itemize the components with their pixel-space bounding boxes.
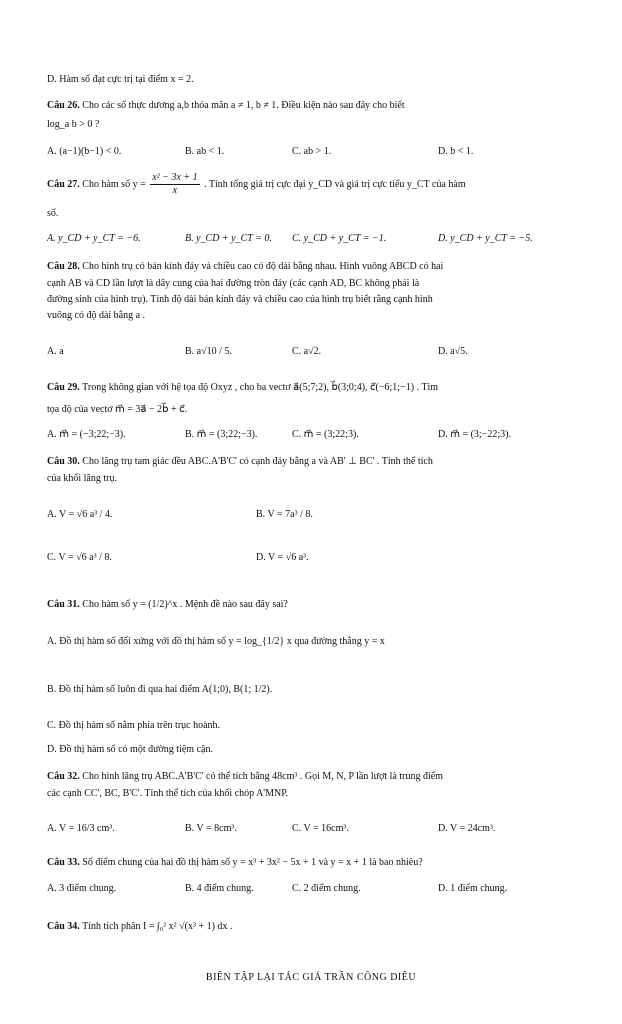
q29-option-d: D. m⃗ = (3;−22;3). [438,429,511,440]
q32-option-b: B. V = 8cm³. [185,823,237,834]
q27-option-d: D. y_CD + y_CT = −5. [438,233,533,244]
q34-text: Tính tích phân I = ∫₀² x² √(x³ + 1) dx . [82,921,233,932]
q29-option-b: B. m⃗ = (3;22;−3). [185,429,258,440]
q26-text2: log_a b > 0 ? [47,119,100,130]
q32-option-a: A. V = 16/3 cm³. [47,823,115,834]
q27-den: x [172,185,178,196]
q33-label: Câu 33. [47,857,80,868]
q27-label: Câu 27. [47,178,80,190]
q27-fraction [150,172,199,197]
q27-option-a: A. y_CD + y_CT = −6. [47,233,141,244]
q26-option-c: C. ab > 1. [292,146,332,157]
q26-option-a: A. (a−1)(b−1) < 0. [47,146,122,157]
q33-stem [47,856,423,869]
q28-line-4: vuông có độ dài bằng a . [47,310,146,321]
q29-option-a: A. m⃗ = (−3;22;−3). [47,429,126,440]
q31-option-d: D. Đồ thị hàm số có một đường tiệm cận. [47,744,213,755]
q27-text2: số. [47,208,59,219]
q26-stem [47,99,405,112]
q30-option-b: B. V = 7a³ / 8. [256,509,313,520]
q26-option-b: B. ab < 1. [185,146,225,157]
q26-label: Câu 26. [47,100,80,111]
q27-post: . Tính tổng giá trị cực đại y_CD và giá trị cực tiểu y_CT của hàm [204,178,466,190]
q32-option-d: D. V = 24cm³. [438,823,496,834]
q28-line-1: Cho hình trụ có bán kính đáy và chiều cao có độ dài bằng nhau. Hình vuông ABCD có hai [82,261,444,272]
q31-label: Câu 31. [47,599,80,610]
q31-text: Cho hàm số y = (1/2)^x . Mệnh đề nào sau đây sai? [82,599,288,610]
q28-stem [47,260,443,273]
q32-label: Câu 32. [47,771,80,782]
q34-label: Câu 34. [47,921,80,932]
q29-label: Câu 29. [47,382,80,393]
q33-option-d: D. 1 điểm chung. [438,883,508,894]
q25-option-d: D. Hàm số đạt cực trị tại điểm x = 2. [47,74,194,85]
q28-option-b: B. a√10 / 5. [185,346,232,357]
q32-option-c: C. V = 16cm³. [292,823,349,834]
q34-stem [47,920,232,933]
q30-option-a: A. V = √6 a³ / 4. [47,509,113,520]
q31-option-b: B. Đồ thị hàm số luôn đi qua hai điểm A(1;0), B(1; 1/2). [47,684,273,695]
q32-text: Cho hình lăng trụ ABC.A'B'C' có thể tích bằng 48cm³ . Gọi M, N, P lần lượt là trung điểm [82,771,443,782]
q26-option-d: D. b < 1. [438,146,474,157]
q30-text: Cho lăng trụ tam giác đều ABC.A'B'C' có cạnh đáy bằng a và AB' ⊥ BC' . Tính thể tích [82,456,433,467]
q28-option-a: A. a [47,346,64,357]
q30-option-c: C. V = √6 a³ / 8. [47,552,112,563]
q27-option-b: B. y_CD + y_CT = 0. [185,233,272,244]
q33-option-b: B. 4 điểm chung. [185,883,254,894]
q29-text2: tọa độ của vectơ m⃗ = 3a⃗ − 2b⃗ + c⃗. [47,404,188,415]
q30-text2: của khối lăng trụ. [47,473,117,484]
page-footer: BIÊN TẬP LẠI TÁC GIẢ TRẦN CÔNG DIÊU [205,972,417,983]
q31-option-a: A. Đồ thị hàm số đối xứng với đồ thị hàm số y = log_{1/2} x qua đường thẳng y = x [47,636,385,647]
q28-line-3: đường sinh của hình trụ). Tính độ dài bán kính đáy và chiều cao của hình trụ biết rằng cạnh hình [47,294,433,305]
q30-label: Câu 30. [47,456,80,467]
q30-option-d: D. V = √6 a³. [256,552,309,563]
q32-text2: các cạnh CC', BC, B'C'. Tính thể tích của khối chóp A'MNP. [47,788,289,799]
q28-option-c: C. a√2. [292,346,322,357]
q28-option-d: D. a√5. [438,346,468,357]
q27-num: x² − 3x + 1 [152,172,198,183]
q29-text: Trong không gian với hệ tọa độ Oxyz , cho ba vectơ a⃗(5;7;2), b⃗(3;0;4), c⃗(−6;1;−1) . Tìm [82,382,439,393]
q33-option-a: A. 3 điểm chung. [47,883,117,894]
q27-option-c: C. y_CD + y_CT = −1. [292,233,387,244]
q27-pre: Cho hàm số y = [82,178,146,190]
q28-label: Câu 28. [47,261,80,272]
q33-text: Số điểm chung của hai đồ thị hàm số y = x³ + 3x² − 5x + 1 và y = x + 1 là bao nhiêu? [82,857,423,868]
q27-stem [47,172,466,197]
q29-stem [47,381,438,394]
q26-text: Cho các số thực dương a,b thỏa mãn a ≠ 1, b ≠ 1. Điều kiện nào sau đây cho biết [82,100,405,111]
q29-option-c: C. m⃗ = (3;22;3). [292,429,359,440]
q31-option-c: C. Đồ thị hàm số nằm phía trên trục hoành. [47,720,221,731]
q30-stem [47,455,433,468]
q28-line-2: cạnh AB và CD lần lượt là dây cung của hai đường tròn đáy (các cạnh AD, BC không phải là [47,278,420,289]
q31-stem [47,598,288,611]
q33-option-c: C. 2 điểm chung. [292,883,361,894]
q32-stem [47,770,443,783]
